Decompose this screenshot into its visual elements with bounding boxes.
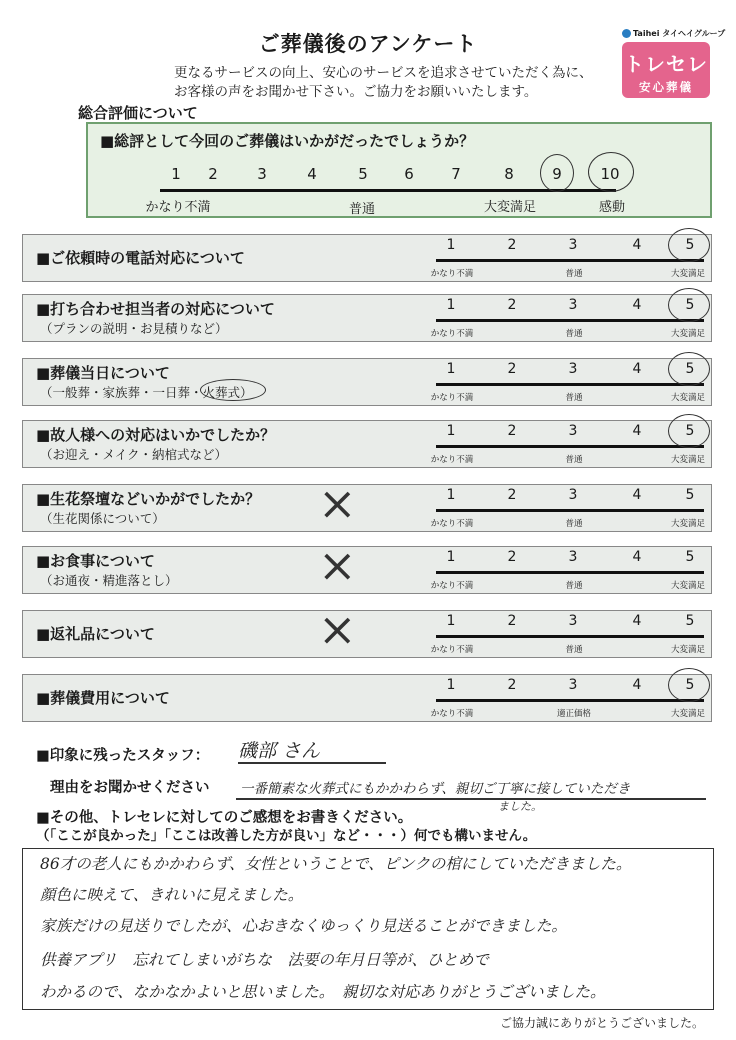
thanks-text: ご協力誠にありがとうございました。 [500,1016,705,1030]
answer-circle [668,414,710,448]
rating-option[interactable]: 4 [632,487,642,503]
group-brand-text: Taihei タイヘイグループ [633,29,726,38]
rating-option[interactable]: 4 [632,237,642,253]
rating-option[interactable]: 3 [568,361,578,377]
staff-label: ■印象に残ったスタッフ： [36,748,210,764]
brand-dot-icon [622,29,631,38]
rating-option[interactable]: 2 [507,423,517,439]
answer-cross: × [318,476,357,530]
answer-cross: × [318,538,357,592]
rating-option[interactable]: 3 [568,487,578,503]
answer-circle [540,154,574,192]
rating-line [436,383,704,386]
rating-option[interactable]: 5 [685,361,695,377]
rating-label-high: 大変満足 [670,581,706,591]
rating-option[interactable]: 5 [685,677,695,693]
label-mid: 普通 [348,202,376,217]
other-sub: （「ここが良かった」「ここは改善した方が良い」など・・・）何でも構いません。 [36,828,537,844]
comment-line: 86才の老人にもかかわらず、女性ということで、ピンクの棺にしていただきました。 [40,855,632,873]
rating-option[interactable]: 3 [568,549,578,565]
rating-label-mid: 普通 [565,581,583,591]
rating-label-low: かなり不満 [430,645,474,655]
comment-line: わかるので、なかなかよいと思いました。 親切な対応ありがとうございました。 [40,983,606,1001]
answer-circle [668,668,710,702]
survey-title: ご葬儀後のアンケート [258,32,478,56]
scale-number[interactable]: 10 [600,165,620,183]
rating-option[interactable]: 1 [446,487,456,503]
question-title: ■葬儀費用について [36,689,170,707]
rating-option[interactable]: 1 [446,297,456,313]
logo-main: トレセレ [624,52,708,76]
rating-option[interactable]: 1 [446,361,456,377]
answer-circle [200,379,266,401]
rating-option[interactable]: 5 [685,549,695,565]
rating-label-mid: 普通 [565,393,583,403]
rating-option[interactable]: 5 [685,487,695,503]
rating-option[interactable]: 5 [685,613,695,629]
scale-number[interactable]: 4 [307,165,317,183]
question-title: ■ご依頼時の電話対応について [36,249,245,267]
answer-circle [668,352,710,386]
scale-number[interactable]: 6 [404,165,414,183]
section-label: 総合評価について [78,104,198,122]
question-sub: （一般葬・家族葬・一日葬・火葬式） [40,385,253,400]
answer-cross: × [318,602,357,656]
rating-option[interactable]: 2 [507,237,517,253]
rating-option[interactable]: 4 [632,613,642,629]
scale-number[interactable]: 8 [504,165,514,183]
rating-label-low: かなり不満 [430,269,474,279]
rating-line [436,445,704,448]
rating-label-low: かなり不満 [430,455,474,465]
question-sub: （プランの説明・お見積りなど） [40,321,228,336]
rating-option[interactable]: 1 [446,677,456,693]
question-title: ■生花祭壇などいかがでしたか？ [36,490,261,508]
rating-option[interactable]: 2 [507,361,517,377]
rating-line [436,509,704,512]
answer-circle [668,288,710,322]
reason-text[interactable]: 一番簡素な火葬式にもかかわらず、親切ご丁寧に接していただき [240,781,631,797]
logo [622,42,710,98]
question-sub: （お迎え・メイク・納棺式など） [40,447,228,462]
rating-option[interactable]: 1 [446,613,456,629]
scale-number[interactable]: 3 [257,165,267,183]
scale-number[interactable]: 1 [171,165,181,183]
label-top: 感動 [598,200,626,215]
label-low: かなり不満 [145,200,211,215]
rating-label-low: かなり不満 [430,519,474,529]
rating-option[interactable]: 1 [446,423,456,439]
rating-label-high: 大変満足 [670,393,706,403]
rating-option[interactable]: 4 [632,423,642,439]
rating-label-high: 大変満足 [670,519,706,529]
rating-label-mid: 普通 [565,329,583,339]
comment-line: 顔色に映えて、きれいに見えました。 [40,886,304,904]
reason-text-cont: ました。 [498,800,542,813]
rating-label-mid: 普通 [565,645,583,655]
rating-label-low: かなり不満 [430,393,474,403]
rating-option[interactable]: 5 [685,297,695,313]
rating-option[interactable]: 4 [632,549,642,565]
scale-number[interactable]: 5 [358,165,368,183]
rating-option[interactable]: 5 [685,423,695,439]
rating-label-low: かなり不満 [430,329,474,339]
rating-option[interactable]: 3 [568,297,578,313]
rating-line [436,635,704,638]
group-brand [622,28,725,39]
label-high: 大変満足 [483,200,537,215]
comment-line: 供養アプリ 忘れてしまいがちな 法要の年月日等が、ひとめで [40,951,489,969]
rating-option[interactable]: 4 [632,297,642,313]
overall-question: ■総評として今回のご葬儀はいかがだったでしょうか？ [100,132,475,150]
rating-option[interactable]: 2 [507,487,517,503]
rating-label-high: 大変満足 [670,455,706,465]
rating-option[interactable]: 3 [568,677,578,693]
rating-option[interactable]: 3 [568,423,578,439]
rating-option[interactable]: 2 [507,297,517,313]
rating-label-low: かなり不満 [430,581,474,591]
rating-option[interactable]: 5 [685,237,695,253]
rating-option[interactable]: 4 [632,677,642,693]
logo-sub: 安心葬儀 [639,80,693,94]
rating-label-high: 大変満足 [670,329,706,339]
question-title: ■打ち合わせ担当者の対応について [36,300,275,318]
rating-label-mid: 普通 [565,455,583,465]
answer-circle [668,228,710,262]
rating-label-high: 大変満足 [670,645,706,655]
rating-line [436,259,704,262]
rating-label-high: 大変満足 [670,709,706,719]
rating-option[interactable]: 2 [507,677,517,693]
rating-line [436,571,704,574]
question-sub: （お通夜・精進落とし） [40,573,178,588]
rating-option[interactable]: 1 [446,237,456,253]
scale-number[interactable]: 9 [552,165,562,183]
rating-line [436,699,704,702]
question-sub: （生花関係について） [40,511,165,526]
intro-line: 更なるサービスの向上、安心のサービスを追求させていただく為に、 [174,65,593,81]
reason-label: 理由をお聞かせください [50,780,210,796]
rating-option[interactable]: 1 [446,549,456,565]
rating-option[interactable]: 3 [568,237,578,253]
rating-label-mid: 普通 [565,269,583,279]
scale-number[interactable]: 2 [208,165,218,183]
comment-line: 家族だけの見送りでしたが、心おきなくゆっくり見送ることができました。 [40,917,567,935]
rating-option[interactable]: 4 [632,361,642,377]
intro-text [174,64,593,102]
intro-line: お客様の声をお聞かせ下さい。ご協力をお願いいたします。 [174,84,538,100]
question-title: ■故人様への対応はいかでしたか？ [36,426,276,444]
rating-line [436,319,704,322]
other-label: ■その他、トレセレに対してのご感想をお書きください。 [36,810,413,826]
rating-option[interactable]: 3 [568,613,578,629]
staff-underline [238,762,386,764]
question-title: ■お食事について [36,552,155,570]
rating-label-mid: 適正価格 [556,709,592,719]
question-title: ■返礼品について [36,625,155,643]
answer-circle [588,152,634,192]
rating-label-mid: 普通 [565,519,583,529]
question-title: ■葬儀当日について [36,364,170,382]
reason-underline [236,798,706,800]
staff-name[interactable]: 磯部 さん [238,740,321,762]
rating-label-low: かなり不満 [430,709,474,719]
scale-number[interactable]: 7 [451,165,461,183]
rating-label-high: 大変満足 [670,269,706,279]
rating-option[interactable]: 2 [507,549,517,565]
rating-option[interactable]: 2 [507,613,517,629]
